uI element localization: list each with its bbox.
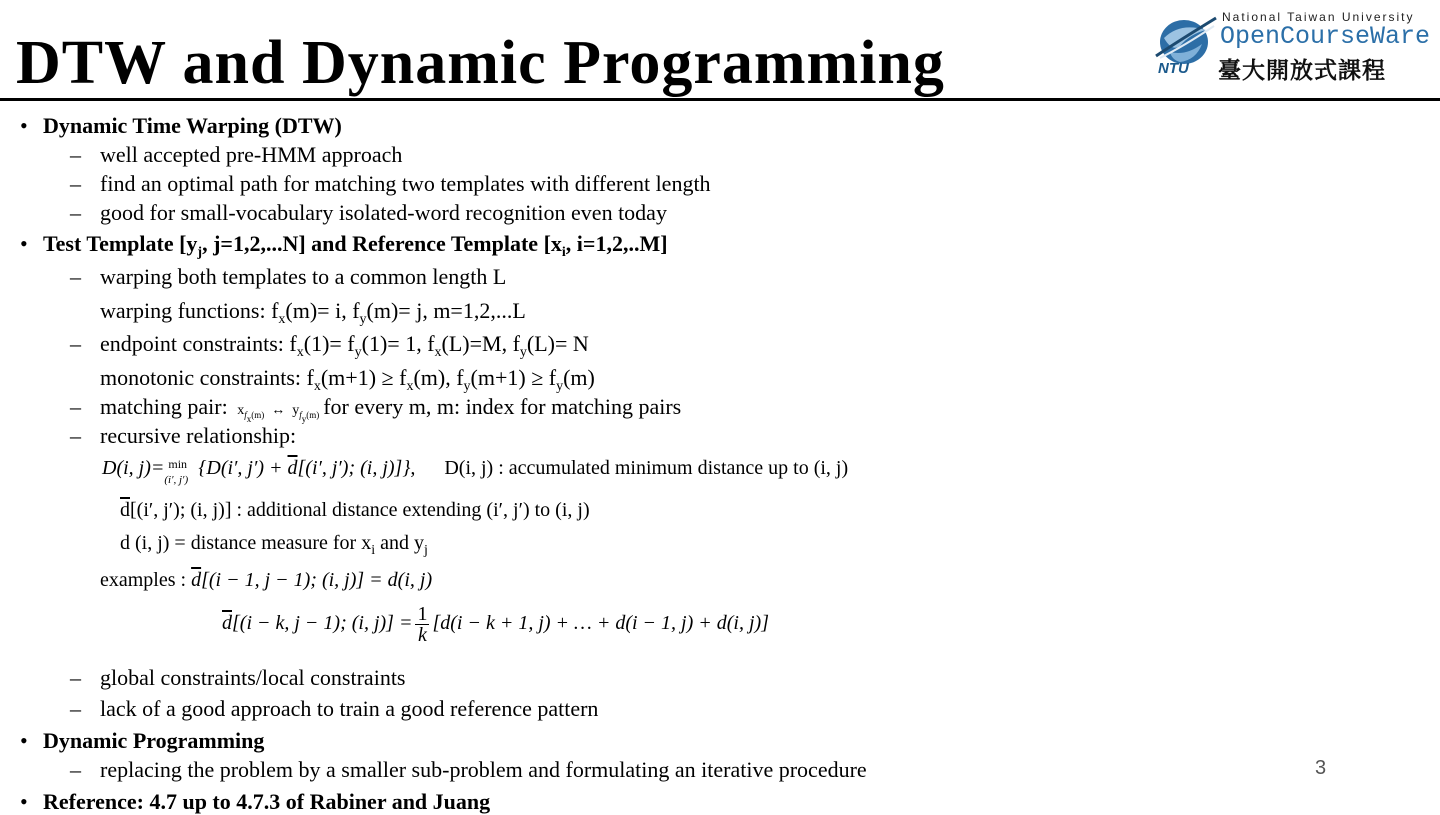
page-number: 3	[1315, 757, 1327, 779]
title-underline	[0, 98, 1440, 101]
sub-bullet: – good for small-vocabulary isolated-word recognition even today	[70, 200, 667, 225]
equation-distance-measure: d (i, j) = distance measure for $x_i$ and $y_j$	[120, 532, 428, 558]
matching-pair: – matching pair: $x_{f_x(m)}$ ↔ $y_{f_y(m)}$ for every m, m: index for matching pairs	[70, 394, 682, 424]
matching-pair-formula: $x_{f_x(m)}$ ↔ $y_{f_y(m)}$	[237, 403, 320, 424]
logo-university-name: National Taiwan University	[1222, 10, 1415, 24]
bullet-reference: • Reference: 4.7 up to 4.7.3 of Rabiner and Juang	[20, 789, 491, 814]
sub-bullet: – warping both templates to a common length L	[70, 264, 507, 289]
equation-recursion: D(i, j)= min (i′, j′) {D(i′, $j') + \overline{d}[(i'$, j′); (i, j)]}, D(i, j) : accumulated minimum distance up to (i, j)	[102, 457, 849, 486]
sub-bullet: – find an optimal path for matching two templates with different length	[70, 171, 711, 196]
logo-ocw-text: OpenCourseWare	[1220, 22, 1431, 51]
bullet-marker: •	[20, 113, 28, 138]
bullet-dynamic-programming: • Dynamic Programming	[20, 728, 265, 753]
equation-example-1: examples : $\overline{d}[(i - 1$, j − 1); (i, j)] = d(i, j)	[100, 569, 433, 591]
ntu-ocw-logo	[1150, 8, 1435, 84]
equation-additional-distance: $\overline{d}[(i'$, j′); (i, j)] : additional distance extending (i′, j′) to (i, j)	[120, 499, 590, 521]
sub-bullet: – global constraints/local constraints	[70, 665, 406, 690]
sub-bullet: – well accepted pre-HMM approach	[70, 142, 403, 167]
bullet-dtw: • Dynamic Time Warping (DTW)	[20, 113, 342, 138]
slide-title: DTW and Dynamic Programming	[16, 29, 945, 97]
sub-bullet: – lack of a good approach to train a good reference pattern	[70, 696, 599, 721]
warping-functions: warping functions: $f_x(m)= i$, $f_y(m)= j$, m=1,2,...L	[100, 298, 526, 327]
sub-bullet: – replacing the problem by a smaller sub-problem and formulating an iterative procedure	[70, 757, 867, 782]
sub-bullet: – recursive relationship:	[70, 423, 297, 448]
logo-chinese-text: 臺大開放式課程	[1218, 58, 1386, 84]
equation-example-2: $\overline{d}[(i - k$, j − 1); (i, j)] = $\frac{1}{k}$ [d(i − k + 1, j) + … + d(i − 1, j) + d(i, j)]	[222, 603, 769, 646]
endpoint-constraints: – endpoint constraints: $f_x(1)= f_y(1)= 1$, $f_x(L)=M$, $f_y(L)= N$	[70, 331, 589, 360]
bullet-templates: • Test Template [$y_j$, j=1,2,...N] and Reference Template [$x_i$, i=1,2,..M]	[20, 231, 668, 260]
monotonic-constraints: monotonic constraints: $f_x(m+1) \ge f_x(m)$, $f_y(m+1) \ge f_y(m)$	[100, 365, 595, 394]
logo-ntu-text: NTU	[1158, 60, 1189, 77]
